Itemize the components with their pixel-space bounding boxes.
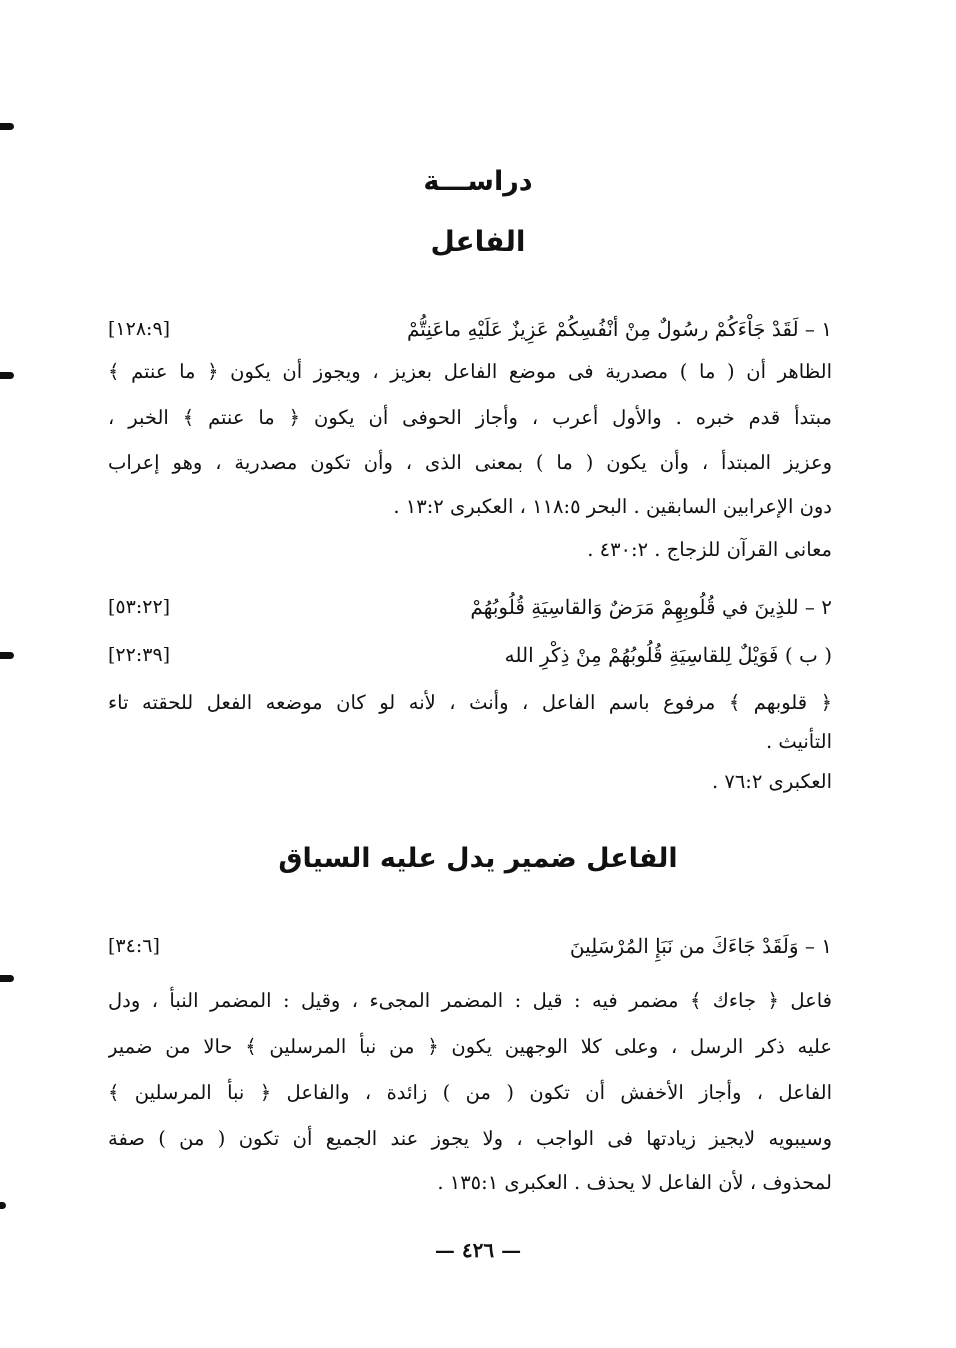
text-line: دون الإعرابين السابقين . البحر ١١٨:٥ ، العكبرى ١٣:٢ . xyxy=(393,495,832,518)
verse-line xyxy=(108,929,832,963)
verse-text: ١ – وَلَقَدْ جَاءَكَ من نَبَإِ المُرْسَلِينَ xyxy=(569,934,832,958)
text-line: عليه ذكر الرسل ، وعلى كلا الوجهين يكون ﴿ من نبأ المرسلين ﴾ حالا من ضمير xyxy=(108,1035,832,1058)
text-line: ﴿ قلوبهم ﴾ مرفوع باسم الفاعل ، وأنث ، لأنه لو كان موضعه الفعل للحقته تاء xyxy=(108,691,832,714)
verse-reference: [٥٣:٢٢] xyxy=(108,596,171,618)
study-heading: دراســـة xyxy=(423,166,533,197)
scan-edge-mark xyxy=(0,1202,6,1209)
text-line: العكبرى ٧٦:٢ . xyxy=(711,770,832,793)
text-line: مبتدأ قدم خبره . والأول أعرب ، وأجاز الحوفى أن يكون ﴿ ما عنتم ﴾ الخبر ، xyxy=(108,406,832,429)
verse-line xyxy=(108,590,832,624)
text-line: التأنيث . xyxy=(765,730,832,753)
text-line: فاعل ﴿ جاءك ﴾ مضمر فيه : قيل : المضمر المجىء ، وقيل : المضمر النبأ ، ودل xyxy=(108,989,832,1012)
text-line: معانى القرآن للزجاج . ٤٣٠:٢ . xyxy=(587,538,832,561)
verse-line xyxy=(108,638,832,672)
verse-line xyxy=(108,312,832,346)
scan-edge-mark xyxy=(0,372,14,379)
verse-text: ٢ – للذِينَ في قُلُوبِهِمْ مَرَضٌ وَالقاسِيَةِ قُلُوبُهُمْ xyxy=(470,595,832,619)
verse-reference: [١٢٨:٩] xyxy=(108,318,171,340)
verse-reference: [٣٤:٦] xyxy=(108,935,160,957)
text-line: وسيبويه لايجيز زيادتها فى الواجب ، ولا يجوز عند الجميع أن تكون ( من ) صفة xyxy=(108,1127,832,1150)
text-line: الفاعل ، وأجاز الأخفش أن تكون ( من ) زائدة ، والفاعل ﴿ نبأ المرسلين ﴾ xyxy=(108,1081,832,1104)
verse-text: ( ب ) فَوَيْلٌ لِلقاسِيَةِ قُلُوبُهُمْ مِنْ ذِكْرِ الله xyxy=(504,643,832,667)
section2-heading: الفاعل ضمير يدل عليه السياق xyxy=(278,843,678,874)
page-number: — ٤٢٦ — xyxy=(434,1238,522,1262)
fa3il-heading: الفاعل xyxy=(430,225,526,258)
scan-edge-mark xyxy=(0,975,14,982)
verse-text: ١ – لَقَدْ جَاْءَكُمْ رسُولٌ مِنْ أنْفُسِكُمْ عَزِيزٌ عَلَيْهِ ماعَنِتُّمْ xyxy=(406,317,832,341)
scan-edge-mark xyxy=(0,123,14,130)
text-line: الظاهر أن ( ما ) مصدرية فى موضع الفاعل بعزيز ، ويجوز أن يكون ﴿ ما عنتم ﴾ xyxy=(108,360,832,383)
verse-reference: [٢٢:٣٩] xyxy=(108,644,171,666)
scan-edge-mark xyxy=(0,652,14,659)
text-line: لمحذوف ، لأن الفاعل لا يحذف . العكبرى ١٣٥:١ . xyxy=(437,1171,832,1194)
text-line: وعزيز المبتدأ ، وأن يكون ( ما ) بمعنى الذى ، وأن تكون مصدرية ، وهو إعراب xyxy=(108,451,832,474)
